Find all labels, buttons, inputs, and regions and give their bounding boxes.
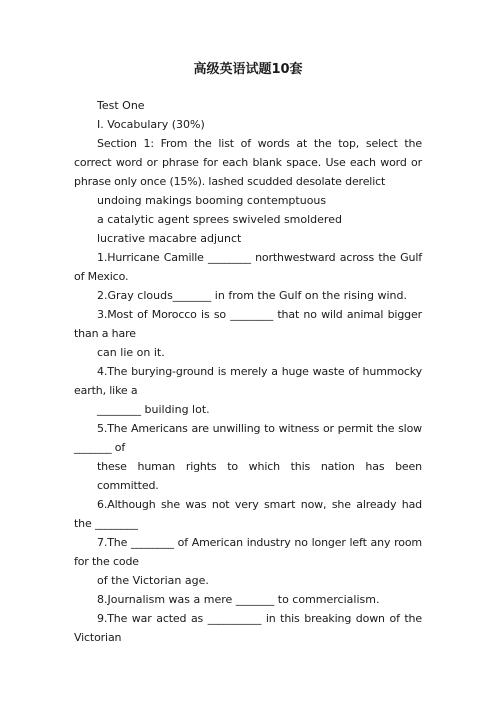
- question-8: 8.Journalism was a mere _______ to commercialism.: [97, 593, 380, 606]
- question-3-continuation: can lie on it.: [97, 346, 165, 359]
- question-2: 2.Gray clouds_______ in from the Gulf on the rising wind.: [97, 289, 407, 302]
- instructions-paragraph: Section 1: From the list of words at the top, select the correct word or phrase for each blank space. Use each word or phrase only once (15%). lashed scudded desolate derelict: [74, 137, 422, 188]
- question-5-continuation: these human rights to which this nation has been committed.: [97, 460, 422, 492]
- question-1: 1.Hurricane Camille ________ northwestward across the Gulf of Mexico.: [74, 251, 422, 283]
- question-4: 4.The burying-ground is merely a huge waste of hummocky earth, like a: [74, 365, 422, 397]
- question-5: 5.The Americans are unwilling to witness or permit the slow _______ of: [74, 422, 422, 454]
- section-heading: I. Vocabulary (30%): [97, 118, 205, 131]
- word-list-line: undoing makings booming contemptuous: [97, 194, 327, 207]
- question-9: 9.The war acted as __________ in this breaking down of the Victorian: [74, 612, 422, 644]
- word-list-line: a catalytic agent sprees swiveled smoldered: [97, 213, 342, 226]
- question-6: 6.Although she was not very smart now, she already had the ________: [74, 498, 422, 530]
- question-7-continuation: of the Victorian age.: [97, 574, 209, 587]
- word-list-line: lucrative macabre adjunct: [97, 232, 242, 245]
- question-4-continuation: ________ building lot.: [97, 403, 210, 416]
- document-title: 高级英语试题10套: [193, 62, 303, 77]
- question-3: 3.Most of Morocco is so ________ that no wild animal bigger than a hare: [74, 308, 422, 340]
- question-7: 7.The ________ of American industry no longer left any room for the code: [74, 536, 422, 568]
- test-heading: Test One: [97, 99, 145, 112]
